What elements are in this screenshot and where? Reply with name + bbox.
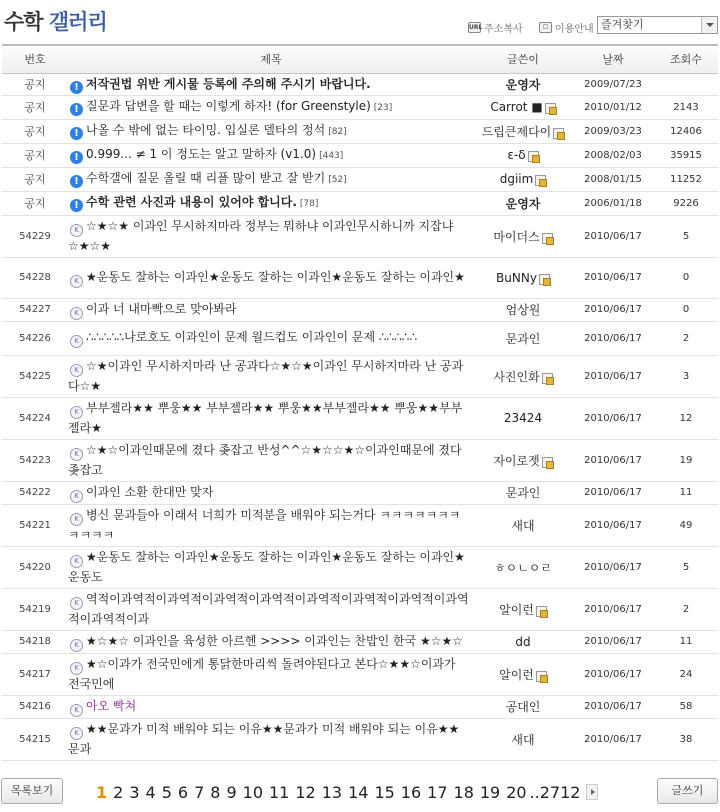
col-writer: 글쓴이 — [474, 45, 572, 73]
page-link[interactable]: 3 — [129, 782, 140, 802]
table-row — [2, 588, 718, 630]
table-row — [2, 257, 718, 298]
comment-count[interactable]: [23] — [373, 102, 393, 113]
post-number: 공지 — [2, 95, 68, 119]
post-views: 35915 — [654, 143, 718, 167]
post-writer[interactable]: 새대 — [511, 732, 535, 747]
post-number: 54223 — [2, 439, 68, 481]
post-number: 54221 — [2, 504, 68, 546]
page-link[interactable]: 2 — [113, 782, 124, 802]
col-views: 조회수 — [654, 45, 718, 73]
col-number: 번호 — [2, 45, 68, 73]
post-subject-cell — [68, 321, 474, 355]
table-row — [2, 143, 718, 167]
post-writer[interactable]: ㅎㅇㄴㅇㄹ — [494, 560, 552, 575]
post-views: 0 — [654, 298, 718, 321]
table-row — [2, 397, 718, 439]
title-part1: 수학 — [4, 10, 43, 34]
post-icon: K — [70, 275, 83, 288]
post-number: 54229 — [2, 215, 68, 257]
post-icon: K — [70, 727, 83, 740]
lock-icon[interactable] — [545, 103, 556, 114]
post-views: 58 — [654, 695, 718, 718]
usage-guide-link[interactable]: ☐ 이용안내 — [539, 20, 594, 35]
table-row — [2, 546, 718, 588]
post-subject-cell — [68, 257, 474, 298]
post-date: 2010/01/12 — [572, 95, 654, 119]
exclamation-icon: ! — [70, 199, 83, 212]
post-subject-cell — [68, 397, 474, 439]
pagination — [96, 781, 604, 803]
post-writer-cell — [474, 439, 572, 481]
post-views: 11252 — [654, 167, 718, 191]
post-date: 2010/06/17 — [572, 215, 654, 257]
post-number: 54222 — [2, 481, 68, 504]
post-number: 54216 — [2, 695, 68, 718]
post-subject-link[interactable]: 역적이과역적이과역적이과역적이과역적이과역적이과역적이과역적이과역적이과역적이과 — [68, 591, 469, 626]
table-row — [2, 439, 718, 481]
post-subject-link[interactable]: 이과 너 내마빡으로 맞아봐라 — [86, 301, 237, 316]
post-writer[interactable]: BuNNy — [496, 270, 537, 285]
post-icon: K — [70, 335, 83, 348]
post-writer-cell — [474, 695, 572, 718]
post-date: 2009/07/23 — [572, 73, 654, 95]
post-subject-cell — [68, 546, 474, 588]
post-subject-link[interactable]: 수학갤에 질문 올릴 때 리플 많이 받고 잘 받기 — [86, 170, 326, 185]
post-subject-cell — [68, 653, 474, 695]
post-writer[interactable]: ε-δ — [507, 148, 526, 162]
post-views: 5 — [654, 546, 718, 588]
post-subject-link[interactable]: 아오 빡쳐 — [86, 698, 137, 713]
post-writer-cell — [474, 191, 572, 215]
post-writer-cell — [474, 481, 572, 504]
post-writer[interactable]: 알이런 — [499, 667, 534, 682]
post-icon: K — [70, 448, 83, 461]
post-icon: K — [70, 597, 83, 610]
table-row — [2, 355, 718, 397]
post-subject-link[interactable]: 저작권법 위반 게시물 등록에 주의해 주시기 바랍니다. — [86, 76, 371, 91]
post-writer[interactable]: 사진인화 — [493, 369, 540, 384]
post-writer[interactable]: 운영자 — [505, 77, 541, 92]
col-date: 날짜 — [572, 45, 654, 73]
post-views: 38 — [654, 718, 718, 760]
post-views: 11 — [654, 630, 718, 653]
post-views — [654, 73, 718, 95]
post-views: 24 — [654, 653, 718, 695]
table-row — [2, 298, 718, 321]
table-row — [2, 695, 718, 718]
post-writer-cell — [474, 95, 572, 119]
page-link[interactable]: 9 — [226, 782, 237, 802]
post-views: 2 — [654, 321, 718, 355]
col-subject: 제목 — [68, 45, 474, 73]
comment-count[interactable]: [52] — [328, 174, 347, 185]
list-button[interactable]: 목록보기 — [1, 778, 63, 804]
post-number: 공지 — [2, 191, 68, 215]
post-date: 2010/06/17 — [572, 397, 654, 439]
post-date: 2010/06/17 — [572, 439, 654, 481]
table-row — [2, 481, 718, 504]
post-date: 2010/06/17 — [572, 355, 654, 397]
post-number: 54217 — [2, 653, 68, 695]
post-views: 2 — [654, 588, 718, 630]
post-views: 19 — [654, 439, 718, 481]
exclamation-icon: ! — [70, 103, 83, 116]
lock-icon[interactable] — [539, 274, 550, 285]
post-writer-cell — [474, 630, 572, 653]
table-row — [2, 630, 718, 653]
lock-icon[interactable] — [535, 175, 546, 186]
post-writer-cell — [474, 257, 572, 298]
post-icon: K — [70, 704, 83, 717]
post-subject-link[interactable]: ★☆★☆ 이과인을 육성한 아르헨 >>>> 이과인는 찬밥인 한국 ★☆★☆ — [86, 633, 464, 648]
post-subject-cell — [68, 73, 474, 95]
post-subject-link[interactable]: 0.999... ≠ 1 이 정도는 알고 말하자 (v1.0) — [86, 146, 317, 161]
post-subject-link[interactable]: 질문과 답변을 할 때는 이렇게 하자! (for Greenstyle) — [86, 98, 371, 113]
copy-address-link[interactable]: URL 주소복사 — [469, 24, 523, 35]
post-writer-cell — [474, 504, 572, 546]
post-date: 2006/01/18 — [572, 191, 654, 215]
post-icon: K — [70, 364, 83, 377]
post-subject-link[interactable]: ☆★이과인 무시하지마라 난 공과다☆★☆★이과인 무시하지마라 난 공과다☆★ — [68, 358, 464, 393]
page-title — [4, 6, 107, 36]
post-views: 12406 — [654, 119, 718, 143]
post-date: 2010/06/17 — [572, 321, 654, 355]
post-writer-cell — [474, 73, 572, 95]
post-subject-link[interactable]: 이과인 소환 한대만 맞자 — [86, 484, 214, 499]
post-writer[interactable]: 운영자 — [505, 196, 541, 211]
page-link[interactable]: 8 — [210, 782, 221, 802]
post-table — [2, 44, 718, 761]
post-subject-cell — [68, 588, 474, 630]
table-row — [2, 167, 718, 191]
post-date: 2010/06/17 — [572, 546, 654, 588]
post-writer[interactable]: 공대인 — [505, 700, 541, 714]
post-icon: K — [70, 662, 83, 675]
post-views: 2143 — [654, 95, 718, 119]
post-icon: K — [70, 555, 83, 568]
post-number: 54224 — [2, 397, 68, 439]
post-views: 49 — [654, 504, 718, 546]
page-link[interactable]: 17 — [427, 782, 448, 802]
post-writer-cell — [474, 215, 572, 257]
post-date: 2008/01/15 — [572, 167, 654, 191]
post-subject-link[interactable]: ∴∴∴∴∴나로호도 이과인이 문제 월드컵도 이과인이 문제 ∴∴∴∴∴ — [86, 330, 418, 344]
table-row — [2, 321, 718, 355]
post-views: 5 — [654, 215, 718, 257]
post-subject-link[interactable]: 병신 문과들아 이래서 너희가 미적분을 배워야 되는거다 ㅋㅋㅋㅋㅋㅋㅋㅋㅋㅋㅋ — [68, 507, 461, 542]
post-icon: K — [70, 513, 83, 526]
guide-icon: ☐ — [539, 22, 552, 33]
post-list — [2, 73, 718, 760]
page-link[interactable]: 18 — [453, 782, 474, 802]
page-link[interactable]: 6 — [177, 782, 189, 802]
post-icon: K — [70, 490, 83, 503]
post-writer-cell — [474, 546, 572, 588]
post-subject-cell — [68, 504, 474, 546]
post-subject-link[interactable]: 나올 수 밖에 없는 타이밍. 입실론 델타의 정석 — [86, 122, 326, 137]
post-subject-cell — [68, 439, 474, 481]
exclamation-icon: ! — [70, 127, 83, 140]
post-subject-cell — [68, 215, 474, 257]
post-views: 11 — [654, 481, 718, 504]
post-writer[interactable]: 새대 — [511, 518, 535, 533]
comment-count[interactable]: [443] — [319, 150, 344, 161]
page-link[interactable]: 12 — [295, 782, 316, 802]
post-writer-cell — [474, 119, 572, 143]
lock-icon[interactable] — [536, 606, 547, 617]
post-views: 9226 — [654, 191, 718, 215]
post-subject-cell — [68, 167, 474, 191]
page-link[interactable]: 1 — [96, 782, 108, 802]
post-writer-cell — [474, 588, 572, 630]
post-writer-cell — [474, 397, 572, 439]
post-writer[interactable]: dgiim — [499, 172, 534, 186]
post-date: 2010/06/17 — [572, 630, 654, 653]
post-icon: K — [70, 307, 83, 320]
post-writer[interactable]: 마이더스 — [493, 229, 540, 244]
post-writer[interactable]: 알이런 — [499, 602, 534, 617]
table-row — [2, 95, 718, 119]
table-row — [2, 718, 718, 760]
post-icon: K — [70, 224, 83, 237]
post-date: 2010/06/17 — [572, 298, 654, 321]
lock-icon[interactable] — [542, 457, 553, 468]
page-link[interactable]: 19 — [479, 782, 501, 802]
write-button[interactable]: 글쓰기 — [657, 778, 718, 804]
exclamation-icon: ! — [70, 81, 83, 94]
post-subject-cell — [68, 143, 474, 167]
table-row — [2, 191, 718, 215]
post-icon: K — [70, 406, 83, 419]
post-date: 2010/06/17 — [572, 481, 654, 504]
table-row — [2, 653, 718, 695]
post-subject-cell — [68, 695, 474, 718]
post-writer[interactable]: 자이로젯 — [493, 453, 540, 468]
post-writer[interactable]: 문과인 — [505, 486, 541, 500]
favorites-select[interactable]: 즐겨찾기 — [597, 16, 718, 34]
post-writer-cell — [474, 653, 572, 695]
post-date: 2010/06/17 — [572, 653, 654, 695]
post-subject-link[interactable]: ★★문과가 미적 배워야 되는 이유★★문과가 미적 배워야 되는 이유★★문과 — [68, 721, 460, 756]
page-link[interactable]: 20 — [506, 782, 527, 802]
post-number: 54219 — [2, 588, 68, 630]
post-number: 54225 — [2, 355, 68, 397]
page-link[interactable]: 14 — [348, 782, 369, 802]
page-link[interactable]: 15 — [374, 782, 395, 802]
post-subject-cell — [68, 298, 474, 321]
post-views: 0 — [654, 257, 718, 298]
post-number: 54215 — [2, 718, 68, 760]
page-link[interactable]: 13 — [321, 782, 343, 802]
post-subject-cell — [68, 630, 474, 653]
post-writer-cell — [474, 321, 572, 355]
lock-icon[interactable] — [553, 128, 564, 139]
post-writer[interactable]: Carrot ■ — [490, 100, 543, 114]
post-writer-cell — [474, 298, 572, 321]
page-link[interactable]: 4 — [145, 782, 156, 802]
page-link[interactable]: 5 — [161, 782, 172, 802]
post-number: 공지 — [2, 73, 68, 95]
chevron-down-icon — [701, 17, 717, 33]
post-views: 3 — [654, 355, 718, 397]
page-link[interactable]: 11 — [269, 782, 290, 802]
post-subject-link[interactable]: ☆★☆★ 이과인 무시하지마라 정부는 뭐하냐 이과인무시하니까 지잡냐☆★☆★ — [68, 218, 454, 253]
post-number: 54220 — [2, 546, 68, 588]
table-row — [2, 504, 718, 546]
post-date: 2010/06/17 — [572, 588, 654, 630]
post-writer[interactable]: 문과인 — [505, 331, 541, 346]
post-number: 54228 — [2, 257, 68, 298]
post-subject-link[interactable]: 수학 관련 사진과 내용이 있어야 합니다. — [86, 194, 297, 209]
post-writer-cell — [474, 143, 572, 167]
url-icon: URL — [469, 24, 483, 31]
table-row — [2, 73, 718, 95]
post-number: 54218 — [2, 630, 68, 653]
title-part2: 갤러리 — [48, 10, 107, 34]
post-date: 2010/06/17 — [572, 718, 654, 760]
post-number: 공지 — [2, 119, 68, 143]
post-icon: K — [70, 639, 83, 652]
post-date: 2010/06/17 — [572, 257, 654, 298]
post-views: 12 — [654, 397, 718, 439]
exclamation-icon: ! — [70, 151, 83, 164]
table-row — [2, 119, 718, 143]
lock-icon[interactable] — [528, 151, 539, 162]
post-subject-cell — [68, 718, 474, 760]
gallery-header — [0, 0, 720, 42]
post-writer[interactable]: 엄상원 — [505, 303, 541, 317]
post-date: 2009/03/23 — [572, 119, 654, 143]
post-number: 54227 — [2, 298, 68, 321]
page-link[interactable]: 16 — [400, 782, 422, 802]
post-number: 54226 — [2, 321, 68, 355]
post-writer-cell — [474, 355, 572, 397]
last-page-link[interactable]: ..2712 — [529, 782, 581, 802]
post-writer[interactable]: 드립큰제다이 — [481, 124, 552, 139]
post-subject-cell — [68, 481, 474, 504]
lock-icon[interactable] — [542, 233, 553, 244]
comment-count[interactable]: [78] — [299, 198, 319, 209]
post-number: 공지 — [2, 167, 68, 191]
page-link[interactable]: 7 — [194, 782, 205, 802]
comment-count[interactable]: [82] — [328, 126, 347, 137]
post-subject-cell — [68, 95, 474, 119]
post-subject-link[interactable]: ☆★☆이과인때문에 졌다 좆잡고 반성^^☆★☆☆★☆이과인때문에 졌다 좆잡고 — [68, 442, 462, 477]
post-subject-cell — [68, 191, 474, 215]
table-header — [2, 45, 718, 73]
post-writer[interactable]: 23424 — [503, 411, 543, 425]
lock-icon[interactable] — [536, 671, 547, 682]
post-subject-link[interactable]: ★운동도 잘하는 이과인★운동도 잘하는 이과인★운동도 잘하는 이과인★ — [86, 269, 465, 284]
post-date: 2010/06/17 — [572, 695, 654, 718]
post-writer-cell — [474, 167, 572, 191]
post-subject-cell — [68, 119, 474, 143]
post-number: 공지 — [2, 143, 68, 167]
exclamation-icon: ! — [70, 175, 83, 188]
table-row — [2, 215, 718, 257]
lock-icon[interactable] — [542, 373, 553, 384]
post-date: 2008/02/03 — [572, 143, 654, 167]
post-writer-cell — [474, 718, 572, 760]
post-subject-link[interactable]: ★운동도 잘하는 이과인★운동도 잘하는 이과인★운동도 잘하는 이과인★운동도 — [68, 549, 465, 584]
post-writer[interactable]: dd — [515, 634, 531, 649]
post-subject-cell — [68, 355, 474, 397]
next-page-icon[interactable] — [586, 784, 598, 800]
post-date: 2010/06/17 — [572, 504, 654, 546]
post-subject-link[interactable]: 부부젤라★★ 뿌웅★★ 부부젤라★★ 뿌웅★★부부젤라★★ 뿌웅★★부부젤라★ — [68, 400, 463, 435]
page-link[interactable]: 10 — [242, 782, 263, 802]
post-subject-link[interactable]: ★☆이과가 전국민에게 통닭한마리씩 돌려야된다고 본다☆★★☆이과가 전국민에 — [68, 656, 456, 691]
